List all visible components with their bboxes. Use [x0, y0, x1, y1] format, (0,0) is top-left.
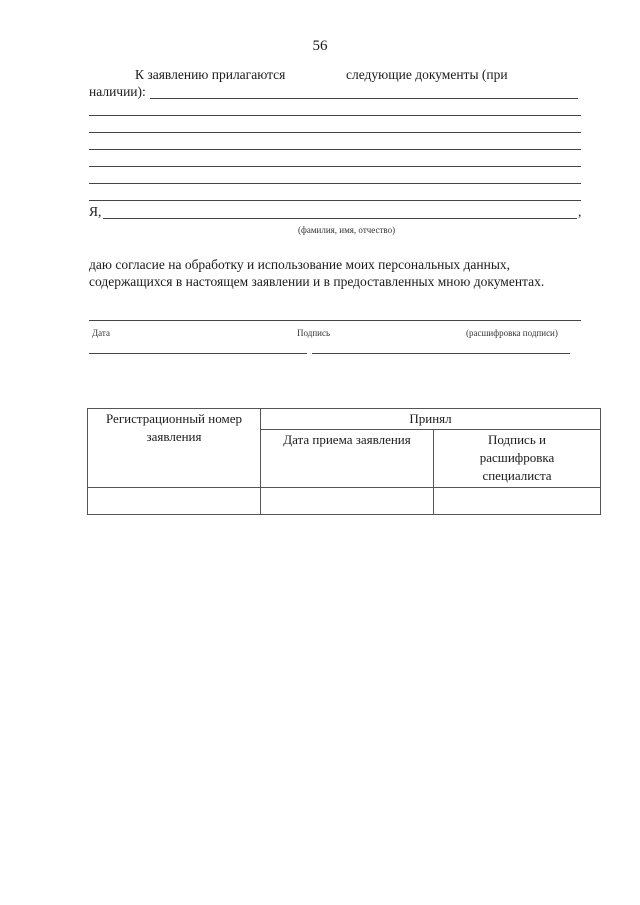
attachment-blank-line[interactable] [89, 166, 581, 167]
specialist-signature-header: Подпись и расшифровка специалиста [434, 430, 601, 488]
registration-number-header: Регистрационный номер заявления [88, 409, 261, 488]
attachments-intro-line2: наличии): [89, 84, 146, 99]
attachments-intro-part2: следующие документы (при [346, 67, 508, 82]
specialist-signature-cell[interactable] [434, 488, 601, 515]
consent-text: даю согласие на обработку и использование моих персональных данных, содержащихся в настоящем заявлении и в предоставленных мною документах. [89, 257, 545, 289]
full-name-caption: (фамилия, имя, отчество) [298, 225, 396, 235]
attachment-blank-line[interactable] [89, 132, 581, 133]
full-name-field[interactable] [103, 218, 577, 219]
attachment-blank-line[interactable] [89, 149, 581, 150]
attachment-blank-line[interactable] [89, 200, 581, 201]
name-line-suffix: , [578, 204, 582, 219]
page-number: 56 [312, 38, 328, 54]
receipt-date-header: Дата приема заявления [261, 430, 434, 488]
registration-table [87, 408, 601, 515]
signature-label: Подпись [297, 328, 331, 338]
registration-number-cell[interactable] [88, 488, 261, 515]
accepted-header: Принял [261, 409, 601, 430]
attachment-blank-line[interactable] [150, 98, 578, 99]
attachment-blank-line[interactable] [89, 183, 581, 184]
date-label: Дата [92, 328, 110, 338]
date-field[interactable] [89, 353, 307, 354]
signature-top-line [89, 320, 581, 321]
signature-field[interactable] [312, 353, 570, 354]
name-line-prefix: Я, [89, 204, 102, 219]
attachment-blank-line[interactable] [89, 115, 581, 116]
signature-decryption-label: (расшифровка подписи) [466, 328, 558, 338]
attachments-intro-part1: К заявлению прилагаются [135, 67, 286, 82]
receipt-date-cell[interactable] [261, 488, 434, 515]
